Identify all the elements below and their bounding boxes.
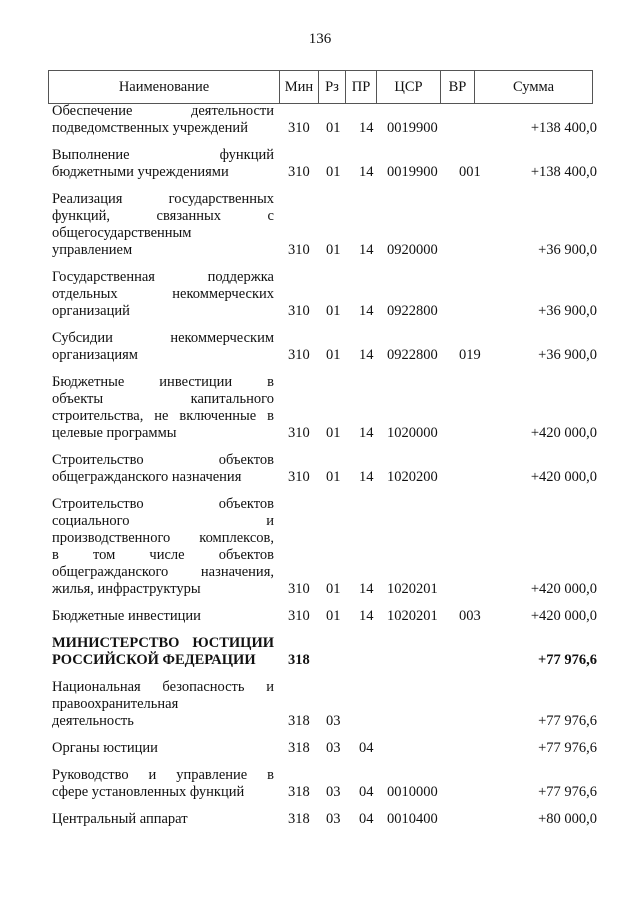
row-name: [52, 496, 274, 598]
row-csr: 0922800: [387, 347, 438, 363]
row-sum: +420 000,0: [530, 581, 597, 597]
row-name: [52, 679, 274, 730]
row-name: [52, 191, 274, 259]
row-name: [52, 452, 274, 486]
row-min: 310: [288, 303, 310, 319]
row-name-line: Реализация государственных: [52, 191, 274, 207]
row-name-line: правоохранительная: [52, 696, 179, 712]
row-rz: 01: [326, 425, 341, 441]
row-name-line: МИНИСТЕРСТВО ЮСТИЦИИ: [52, 635, 274, 651]
row-name-line: Национальная безопасность и: [52, 679, 274, 695]
header-vr: ВР: [441, 71, 475, 104]
row-name-line: общегражданского назначения: [52, 469, 242, 485]
table-row: [52, 191, 597, 259]
row-name-line: общегражданского назначения,: [52, 564, 274, 580]
table-header: [48, 70, 593, 104]
header-min: Мин: [280, 71, 319, 104]
row-min: 318: [288, 811, 310, 827]
row-rz: 03: [326, 740, 341, 756]
row-rz: 01: [326, 242, 341, 258]
row-sum: +80 000,0: [538, 811, 597, 827]
header-name: Наименование: [49, 71, 280, 104]
row-min: 318: [288, 652, 310, 668]
row-name-line: целевые программы: [52, 425, 177, 441]
table-row: [52, 147, 597, 181]
row-rz: 01: [326, 347, 341, 363]
row-csr: 1020201: [387, 581, 438, 597]
header-sum: Сумма: [475, 71, 593, 104]
row-name-line: Государственная поддержка: [52, 269, 274, 285]
row-name-line: Строительство объектов: [52, 452, 274, 468]
row-name-line: отдельных некоммерческих: [52, 286, 274, 302]
row-name-line: объекты капитального: [52, 391, 274, 407]
row-pr: 14: [359, 164, 374, 180]
row-name-line: строительства, не включенные в: [52, 408, 274, 424]
row-name-line: социального и: [52, 513, 274, 529]
row-name-line: организациям: [52, 347, 138, 363]
row-rz: 03: [326, 811, 341, 827]
row-name: [52, 767, 274, 801]
row-sum: +36 900,0: [538, 347, 597, 363]
header-csr: ЦСР: [377, 71, 441, 104]
row-pr: 14: [359, 581, 374, 597]
row-min: 310: [288, 581, 310, 597]
row-sum: +36 900,0: [538, 303, 597, 319]
table-row: [52, 811, 597, 828]
row-rz: 03: [326, 713, 341, 729]
row-name-line: деятельность: [52, 713, 134, 729]
table-row: [52, 374, 597, 442]
row-rz: 03: [326, 784, 341, 800]
row-rz: 01: [326, 120, 341, 136]
row-name: [52, 330, 274, 364]
row-name-line: производственного комплексов,: [52, 530, 274, 546]
row-name-line: общегосударственным: [52, 225, 192, 241]
row-name: [52, 740, 274, 757]
table-row: [52, 635, 597, 669]
row-name-line: Бюджетные инвестиции: [52, 608, 201, 624]
table-row: [52, 452, 597, 486]
row-sum: +420 000,0: [530, 608, 597, 624]
row-csr: 1020200: [387, 469, 438, 485]
row-sum: +36 900,0: [538, 242, 597, 258]
row-name: [52, 608, 274, 625]
row-min: 318: [288, 713, 310, 729]
row-sum: +420 000,0: [530, 425, 597, 441]
row-pr: 04: [359, 740, 374, 756]
row-name-line: Выполнение функций: [52, 147, 274, 163]
row-rz: 01: [326, 303, 341, 319]
row-csr: 0010000: [387, 784, 438, 800]
row-vr: 003: [459, 608, 481, 624]
row-vr: 019: [459, 347, 481, 363]
row-min: 310: [288, 608, 310, 624]
table-row: [52, 608, 597, 625]
row-name-line: подведомственных учреждений: [52, 120, 248, 136]
row-name-line: Руководство и управление в: [52, 767, 274, 783]
row-csr: 0019900: [387, 164, 438, 180]
row-pr: 04: [359, 784, 374, 800]
table-body: [52, 103, 597, 838]
row-csr: 0922800: [387, 303, 438, 319]
row-rz: 01: [326, 164, 341, 180]
header-pr: ПР: [346, 71, 377, 104]
row-name: [52, 635, 274, 669]
row-sum: +77 976,6: [537, 652, 597, 668]
row-name: [52, 374, 274, 442]
row-csr: 1020201: [387, 608, 438, 624]
header-rz: Рз: [319, 71, 346, 104]
row-rz: 01: [326, 581, 341, 597]
table-row: [52, 269, 597, 320]
row-min: 318: [288, 740, 310, 756]
row-pr: 14: [359, 425, 374, 441]
row-min: 310: [288, 164, 310, 180]
row-name-line: Бюджетные инвестиции в: [52, 374, 274, 390]
row-pr: 14: [359, 608, 374, 624]
row-name: [52, 147, 274, 181]
row-csr: 0010400: [387, 811, 438, 827]
row-pr: 14: [359, 347, 374, 363]
row-name: [52, 269, 274, 320]
row-min: 310: [288, 469, 310, 485]
row-vr: 001: [459, 164, 481, 180]
page-number: 136: [308, 31, 332, 47]
row-name-line: Строительство объектов: [52, 496, 274, 512]
row-pr: 14: [359, 469, 374, 485]
table-row: [52, 496, 597, 598]
row-min: 318: [288, 784, 310, 800]
row-rz: 01: [326, 608, 341, 624]
row-min: 310: [288, 347, 310, 363]
row-pr: 14: [359, 242, 374, 258]
row-sum: +77 976,6: [538, 713, 597, 729]
row-pr: 14: [359, 303, 374, 319]
row-sum: +77 976,6: [538, 784, 597, 800]
row-name-line: Органы юстиции: [52, 740, 158, 756]
row-csr: 1020000: [387, 425, 438, 441]
row-name-line: Центральный аппарат: [52, 811, 188, 827]
row-sum: +138 400,0: [530, 164, 597, 180]
row-name-line: функций, связанных с: [52, 208, 274, 224]
row-name-line: Субсидии некоммерческим: [52, 330, 274, 346]
table-row: [52, 103, 597, 137]
row-rz: 01: [326, 469, 341, 485]
row-csr: 0019900: [387, 120, 438, 136]
row-name-line: бюджетными учреждениями: [52, 164, 229, 180]
row-csr: 0920000: [387, 242, 438, 258]
row-name: [52, 811, 274, 828]
row-min: 310: [288, 120, 310, 136]
table-row: [52, 330, 597, 364]
row-name-line: жилья, инфраструктуры: [52, 581, 201, 597]
row-sum: +138 400,0: [530, 120, 597, 136]
table-row: [52, 767, 597, 801]
table-row: [52, 679, 597, 730]
row-min: 310: [288, 242, 310, 258]
table-row: [52, 740, 597, 757]
row-name: [52, 103, 274, 137]
row-name-line: Обеспечение деятельности: [52, 103, 274, 119]
row-name-line: организаций: [52, 303, 130, 319]
row-name-line: управлением: [52, 242, 133, 258]
row-pr: 14: [359, 120, 374, 136]
row-min: 310: [288, 425, 310, 441]
row-name-line: РОССИЙСКОЙ ФЕДЕРАЦИИ: [52, 652, 256, 668]
row-pr: 04: [359, 811, 374, 827]
row-name-line: в том числе объектов: [52, 547, 274, 563]
row-name-line: сфере установленных функций: [52, 784, 245, 800]
row-sum: +77 976,6: [538, 740, 597, 756]
row-sum: +420 000,0: [530, 469, 597, 485]
